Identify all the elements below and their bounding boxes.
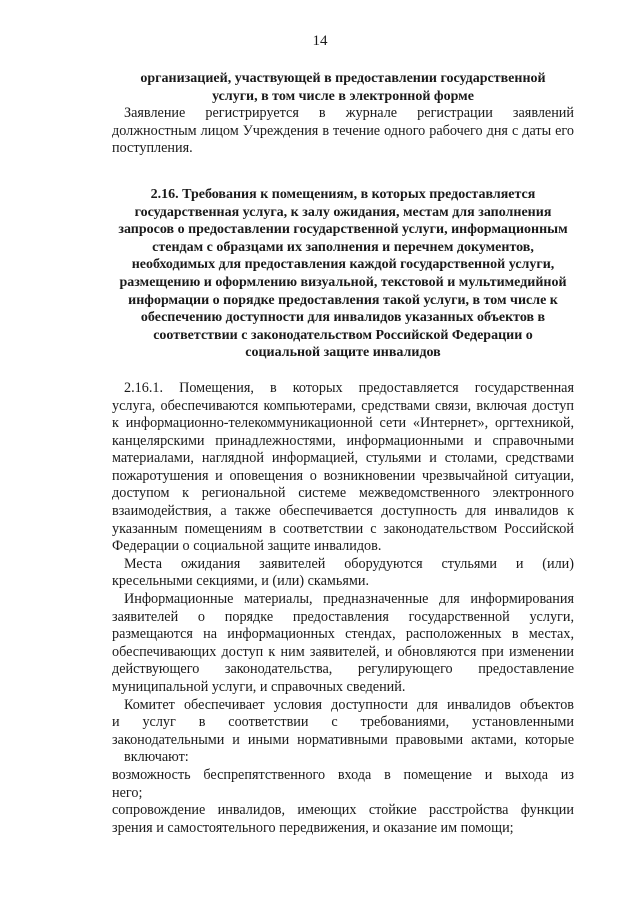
paragraph-line: него; — [112, 784, 143, 801]
paragraph-line: Информационные материалы, предназначенные для информирования — [124, 591, 574, 608]
paragraph-registration — [112, 105, 574, 158]
heading-line: услуги, в том числе в электронной форме — [212, 88, 474, 104]
section-heading-2-16 — [112, 186, 574, 362]
paragraph-line: должностным лицом Учреждения в течение одного рабочего дня с даты его — [112, 122, 574, 139]
heading-line: 2.16. Требования к помещениям, в которых предоставляется — [150, 186, 536, 202]
heading-line: информации о порядке предоставления такой услуги, в том числе к — [128, 292, 558, 308]
paragraph-line: Федерации о социальной защите инвалидов. — [112, 538, 382, 555]
section-heading-tail — [112, 70, 574, 105]
paragraph-line: кресельными секциями, и (или) скамьями. — [112, 573, 369, 590]
heading-line: стендам с образцами их заполнения и перечнем документов, — [152, 239, 534, 255]
paragraph-line: услуга, обеспечиваются компьютерами, средствами связи, включая доступ — [112, 397, 574, 414]
paragraph-line: заявителей о порядке предоставления государственной услуги, — [112, 608, 574, 625]
heading-line: необходимых для предоставления каждой государственной услуги, — [131, 257, 555, 273]
heading-line: социальной защите инвалидов — [245, 345, 441, 361]
paragraph-line: законодательными и иными нормативными правовыми актами, которые — [112, 731, 574, 748]
heading-line: организацией, участвующей в предоставлении государственной — [140, 71, 546, 86]
paragraph-line: возможность беспрепятственного входа в помещение и выхода из — [112, 766, 574, 783]
heading-line: обеспечению доступности для инвалидов указанных объектов в — [140, 310, 546, 326]
paragraph-line: взаимодействия, а также обеспечивается доступность для инвалидов к — [112, 503, 574, 520]
paragraph-line: к информационно-телекоммуникационной сети «Интернет», оргтехникой, — [112, 415, 574, 432]
paragraph-line: действующего законодательства, регулирующего предоставление — [112, 661, 574, 678]
paragraph-line: Комитет обеспечивает условия доступности для инвалидов объектов — [124, 696, 574, 713]
paragraph-escort — [112, 802, 574, 837]
paragraph-line: Места ожидания заявителей оборудуются стульями и (или) — [124, 555, 574, 572]
paragraph-committee — [112, 697, 574, 767]
heading-line: соответствии с законодательством Российской Федерации о — [153, 327, 533, 343]
page-content — [112, 64, 574, 837]
paragraph-2-16-1 — [112, 380, 574, 556]
paragraph-waiting-places — [112, 556, 574, 591]
paragraph-line: сопровождение инвалидов, имеющих стойкие расстройства функции — [112, 802, 574, 819]
page-number: 14 — [312, 33, 328, 49]
paragraph-line: канцелярскими принадлежностями, информационными и справочными — [112, 432, 574, 449]
paragraph-line: Заявление регистрируется в журнале регистрации заявлений — [124, 105, 574, 122]
paragraph-line: пожаротушения и оповещения о возникновении чрезвычайной ситуации, — [112, 467, 574, 484]
paragraph-line: материалами, наглядной информацией, стульями и столами, средствами — [112, 450, 574, 467]
heading-line: размещению и оформлению визуальной, текстовой и мультимедийной — [119, 274, 567, 290]
paragraph-line: указанным помещениям в соответствии с законодательством Российской — [112, 520, 574, 537]
paragraph-line: включают: — [124, 749, 189, 766]
heading-line: государственная услуга, к залу ожидания, местам для заполнения — [134, 204, 552, 220]
paragraph-line: и услуг в соответствии с требованиями, установленными — [112, 714, 574, 731]
heading-line: запросов о предоставлении государственной услуги, информационным — [118, 222, 568, 238]
paragraph-line: муниципальной услуги, и справочных сведений. — [112, 679, 406, 695]
paragraph-line: доступом к региональной системе межведомственного электронного — [112, 485, 574, 502]
paragraph-line: 2.16.1. Помещения, в которых предоставляется государственная — [124, 379, 574, 396]
paragraph-line: обеспечивающих доступ к ним заявителей, и обновляются при изменении — [112, 643, 574, 660]
paragraph-info-materials — [112, 591, 574, 697]
paragraph-line: размещаются на информационных стендах, расположенных в местах, — [112, 626, 574, 643]
paragraph-entry-exit — [112, 767, 574, 802]
paragraph-line: зрения и самостоятельного передвижения, и оказание им помощи; — [112, 819, 514, 836]
paragraph-line: поступления. — [112, 140, 193, 157]
